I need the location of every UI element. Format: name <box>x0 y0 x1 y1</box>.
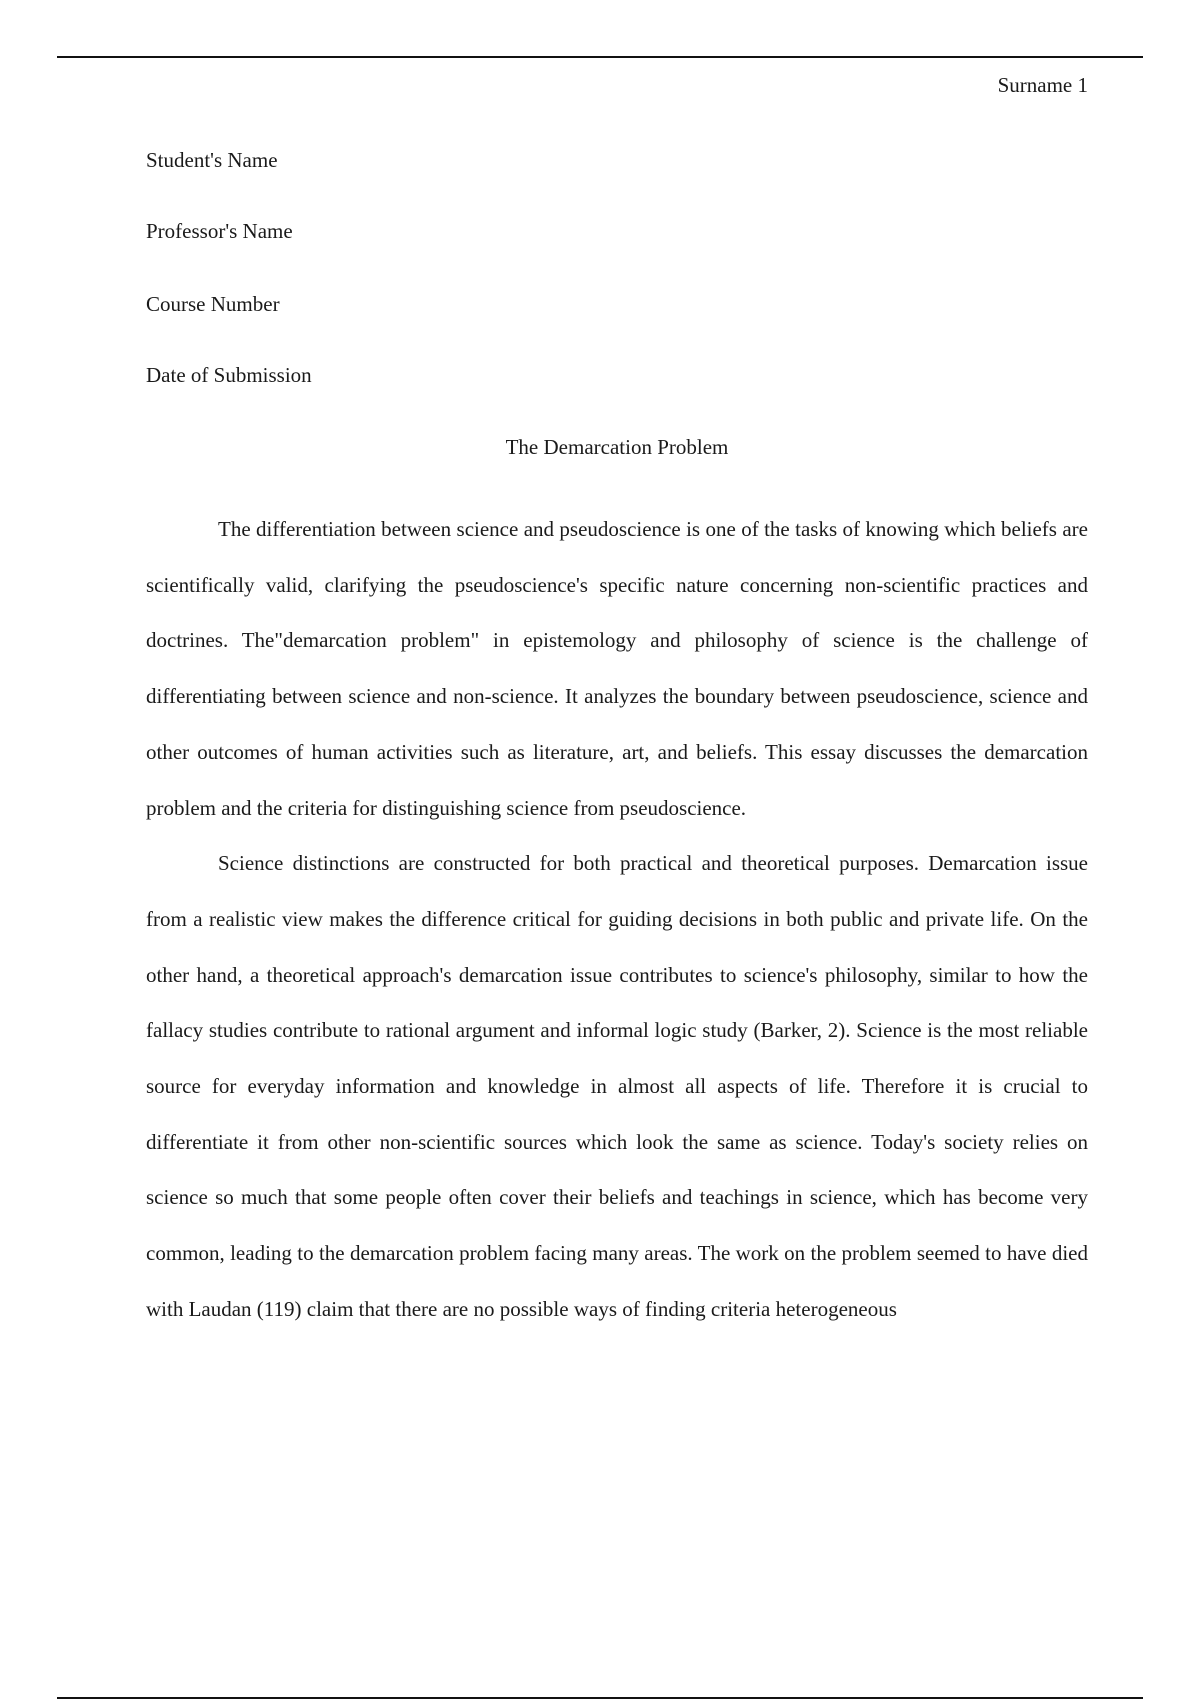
essay-title: The Demarcation Problem <box>505 435 729 459</box>
paragraph-2: Science distinctions are constructed for both practical and theoretical purposes. Demarcation issue from a realistic view makes the difference critical for guiding decisions in both public and private life. On the other hand, a theoretical approach's demarcation issue contributes to science's philosophy, similar to how the fallacy studies contribute to rational argument and informal logic study (Barker, 2). Science is the most reliable source for everyday information and knowledge in almost all aspects of life. Therefore it is crucial to differentiate it from other non-scientific sources which look the same as science. Today's society relies on science so much that some people often cover their beliefs and teachings in science, which has become very common, leading to the demarcation problem facing many areas. The work on the problem seemed to have died with Laudan (119) claim that there are no possible ways of finding criteria heterogeneous <box>146 851 1088 1321</box>
course-number: Course Number <box>146 292 280 316</box>
paragraph-1: The differentiation between science and pseudoscience is one of the tasks of knowing which beliefs are scientifically valid, clarifying the pseudoscience's specific nature concerning non-scientific practices and doctrines. The"demarcation problem" in epistemology and philosophy of science is the challenge of differentiating between science and non-science. It analyzes the boundary between pseudoscience, science and other outcomes of human activities such as literature, art, and beliefs. This essay discusses the demarcation problem and the criteria for distinguishing science from pseudoscience. <box>146 517 1088 820</box>
page-top-rule <box>57 56 1143 58</box>
professor-name: Professor's Name <box>146 219 293 243</box>
date-of-submission: Date of Submission <box>146 363 312 387</box>
running-head: Surname 1 <box>997 73 1088 97</box>
essay-body <box>146 502 1088 1338</box>
student-name: Student's Name <box>146 148 278 172</box>
page-bottom-rule <box>57 1697 1143 1699</box>
